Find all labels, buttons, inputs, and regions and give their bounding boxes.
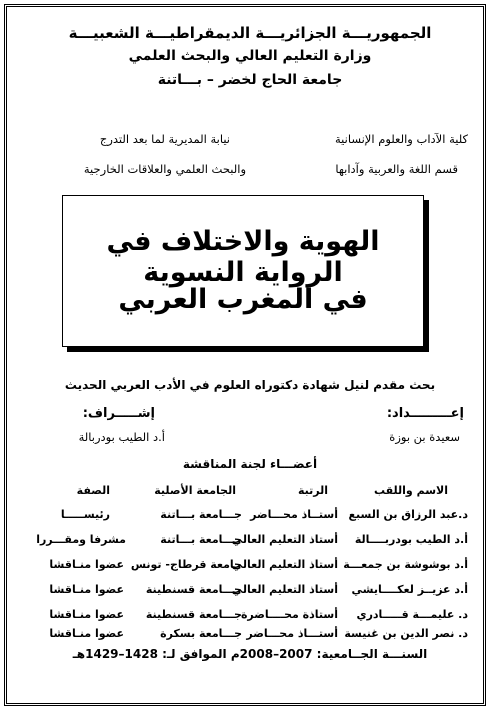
university-header: جامعة الحاج لخضر – بـــاتنة [157, 72, 343, 88]
member-name: أ.د عزيــز لعكــــايشي [351, 583, 468, 596]
member-university: جـــامعة بـــاتنة [160, 533, 242, 546]
header-role: الصفة [76, 484, 110, 497]
republic-header: الجمهوريـــة الجزائريـــة الديمقراطيـــة الشعبيـــة [68, 24, 432, 42]
header-rank: الرتبة [297, 484, 328, 497]
thesis-title-line2: في المغرب العربي [118, 284, 368, 315]
supervisor-name: أ.د الطيب بودربالة [78, 430, 165, 444]
faculty-name: كلية الآداب والعلوم الإنسانية [334, 132, 468, 146]
member-role: رئيســـــا [60, 508, 110, 521]
thesis-title-line1: الهوية والاختلاف في الرواية النسوية [106, 226, 380, 288]
vice-directorate-line1: نيابة المديرية لما بعد التدرج [99, 132, 230, 146]
academic-year: السنـــة الجــامعية: 2007–2008م الموافق لـ: 1428–1429هـ [72, 647, 428, 661]
member-rank: أستاذة محــــاضرة [240, 608, 338, 621]
preparation-label: إعـــــــــداد: [386, 406, 464, 421]
member-role: عضوا منـاقشا [49, 558, 124, 571]
member-rank: أستاذ التعليم العالي [231, 558, 338, 571]
thesis-purpose: بحث مقدم لنيل شهادة دكتوراه العلوم في الأدب العربي الحديث [64, 378, 436, 392]
member-role: مشرفا ومقـــررا [36, 533, 126, 546]
ministry-header: وزارة التعليم العالي والبحث العلمي [128, 48, 372, 64]
member-university: جـــامعة قسنطينة [145, 583, 242, 596]
member-name: د. نصر الدين بن غنيسة [344, 627, 468, 640]
header-name: الاسم واللقب [373, 484, 448, 497]
member-rank: أستـــاذ محـــاضر [246, 627, 338, 640]
document-page [4, 4, 486, 706]
committee-title: أعضـــاء لجنة المناقشة [182, 457, 318, 471]
header-university: الجامعة الأصلية [154, 484, 236, 497]
member-name: أ.د بوشوشة بن جمعـــة [343, 558, 468, 571]
member-university: جامعة قرطاج- تونس [130, 558, 242, 571]
member-role: عضوا منـاقشا [49, 627, 124, 640]
member-name: د.عبد الرزاق بن السبع [348, 508, 468, 521]
member-role: عضوا منـاقشا [49, 608, 124, 621]
member-rank: أستاذ التعليم العالي [231, 533, 338, 546]
member-name: أ.د الطيب بودربــــالة [354, 533, 468, 546]
member-university: جـــامعة قسنطينة [145, 608, 242, 621]
member-role: عضوا منـاقشا [49, 583, 124, 596]
department-name: قسم اللغة والعربية وآدابها [335, 162, 458, 176]
vice-directorate-line2: والبحث العلمي والعلاقات الخارجية [83, 162, 246, 176]
member-rank: أستــاذ محـــاضر [250, 508, 338, 521]
supervision-label: إشـــــراف: [82, 406, 155, 421]
member-university: جـــامعة بـــاتنة [160, 508, 242, 521]
thesis-title-box [62, 195, 424, 347]
member-name: د. عليمـــة قـــــادري [356, 608, 468, 621]
member-rank: أستاذ التعليم العالي [231, 583, 338, 596]
author-name: سعيدة بن بوزة [389, 430, 460, 444]
member-university: جـــامعة بسكرة [160, 627, 242, 640]
